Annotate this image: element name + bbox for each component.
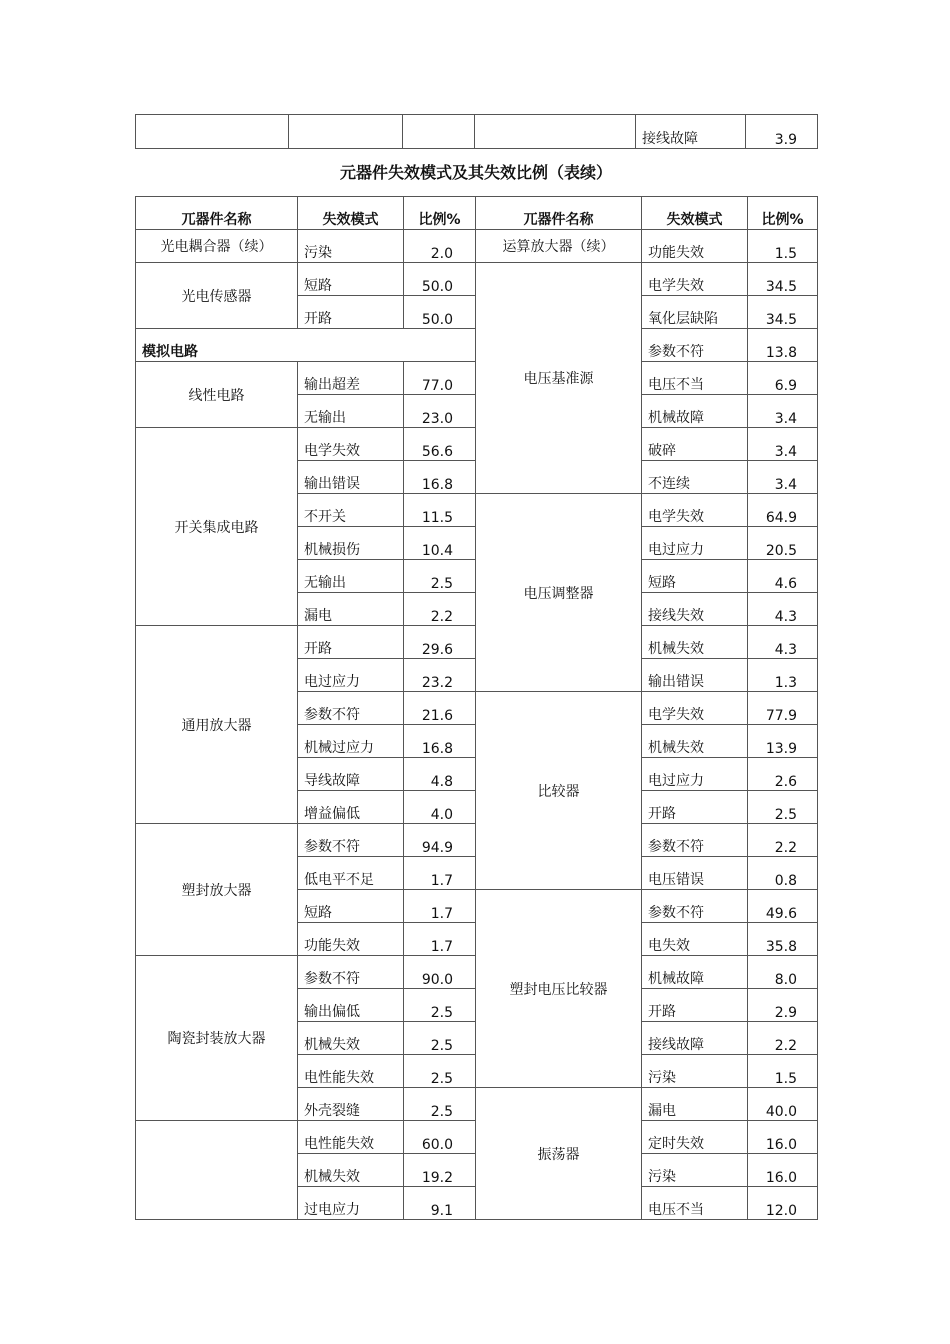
ratio-cell: 2.5 <box>404 989 476 1022</box>
table-title: 元器件失效模式及其失效比例（表续） <box>339 163 612 182</box>
ratio-cell: 3.4 <box>748 428 818 461</box>
ratio-cell: 29.6 <box>404 626 476 659</box>
ratio-cell: 34.5 <box>748 263 818 296</box>
ratio-cell: 1.7 <box>404 890 476 923</box>
failure-mode-cell: 机械失效 <box>642 725 748 758</box>
component-name-cell: 光电传感器 <box>136 263 298 329</box>
ratio-cell: 64.9 <box>748 494 818 527</box>
ratio-cell: 6.9 <box>748 362 818 395</box>
header-mode-right: 失效模式 <box>642 197 748 230</box>
ratio-cell: 1.3 <box>748 659 818 692</box>
empty-cell <box>403 115 475 149</box>
ratio-cell: 2.5 <box>404 1055 476 1088</box>
failure-mode-cell: 污染 <box>642 1055 748 1088</box>
component-name-cell: 线性电路 <box>136 362 298 428</box>
failure-mode-cell: 外壳裂缝 <box>298 1088 404 1121</box>
component-name-cell: 运算放大器（续） <box>476 230 642 263</box>
ratio-cell: 50.0 <box>404 296 476 329</box>
ratio-cell: 50.0 <box>404 263 476 296</box>
ratio-cell: 2.6 <box>748 758 818 791</box>
ratio-cell: 8.0 <box>748 956 818 989</box>
failure-mode-cell: 机械故障 <box>642 395 748 428</box>
failure-mode-cell: 漏电 <box>642 1088 748 1121</box>
failure-mode-cell: 输出错误 <box>642 659 748 692</box>
table-row <box>136 230 818 263</box>
failure-mode-cell: 接线失效 <box>642 593 748 626</box>
failure-mode-cell: 参数不符 <box>642 824 748 857</box>
component-name-cell: 陶瓷封装放大器 <box>136 956 298 1121</box>
failure-mode-cell: 定时失效 <box>642 1121 748 1154</box>
failure-mode-cell: 不开关 <box>298 494 404 527</box>
value-cell: 3.9 <box>746 115 818 149</box>
component-name-cell: 振荡器 <box>476 1088 642 1220</box>
ratio-cell: 2.0 <box>404 230 476 263</box>
failure-mode-cell: 不连续 <box>642 461 748 494</box>
failure-mode-cell: 电压不当 <box>642 362 748 395</box>
ratio-cell: 90.0 <box>404 956 476 989</box>
failure-mode-cell: 电过应力 <box>298 659 404 692</box>
ratio-cell: 2.5 <box>404 1088 476 1121</box>
failure-mode-cell: 污染 <box>298 230 404 263</box>
failure-mode-cell: 电压错误 <box>642 857 748 890</box>
ratio-cell: 77.0 <box>404 362 476 395</box>
ratio-cell: 4.3 <box>748 593 818 626</box>
section-heading: 模拟电路 <box>136 329 476 362</box>
ratio-cell: 9.1 <box>404 1187 476 1220</box>
component-name-cell: 开关集成电路 <box>136 428 298 626</box>
ratio-cell: 2.5 <box>404 560 476 593</box>
failure-mode-cell: 电学失效 <box>642 263 748 296</box>
ratio-cell: 23.0 <box>404 395 476 428</box>
ratio-cell: 60.0 <box>404 1121 476 1154</box>
failure-mode-cell: 电过应力 <box>642 758 748 791</box>
failure-mode-cell: 机械过应力 <box>298 725 404 758</box>
ratio-cell: 94.9 <box>404 824 476 857</box>
ratio-cell: 49.6 <box>748 890 818 923</box>
ratio-cell: 1.7 <box>404 923 476 956</box>
ratio-cell: 2.9 <box>748 989 818 1022</box>
failure-mode-cell: 功能失效 <box>642 230 748 263</box>
failure-mode-cell: 导线故障 <box>298 758 404 791</box>
failure-mode-cell: 开路 <box>298 296 404 329</box>
table-row <box>136 115 818 149</box>
ratio-cell: 2.2 <box>748 824 818 857</box>
failure-mode-cell: 输出超差 <box>298 362 404 395</box>
header-ratio-left: 比例% <box>404 197 476 230</box>
empty-cell <box>136 115 289 149</box>
failure-mode-cell: 机械失效 <box>298 1022 404 1055</box>
failure-mode-cell: 电失效 <box>642 923 748 956</box>
failure-mode-cell: 机械失效 <box>642 626 748 659</box>
component-name-cell: 塑封放大器 <box>136 824 298 956</box>
failure-mode-cell: 电过应力 <box>642 527 748 560</box>
ratio-cell: 12.0 <box>748 1187 818 1220</box>
component-name-cell: 电压调整器 <box>476 494 642 692</box>
ratio-cell: 2.2 <box>748 1022 818 1055</box>
ratio-cell: 3.4 <box>748 461 818 494</box>
failure-mode-cell: 机械失效 <box>298 1154 404 1187</box>
ratio-cell: 1.5 <box>748 1055 818 1088</box>
top-continuation-table <box>135 114 818 149</box>
failure-mode-cell: 开路 <box>298 626 404 659</box>
table-body <box>136 230 818 1220</box>
failure-mode-cell: 破碎 <box>642 428 748 461</box>
failure-mode-cell: 电性能失效 <box>298 1055 404 1088</box>
failure-mode-cell: 电学失效 <box>642 494 748 527</box>
component-name-cell: 比较器 <box>476 692 642 890</box>
ratio-cell: 2.5 <box>404 1022 476 1055</box>
empty-cell <box>475 115 636 149</box>
failure-mode-cell: 短路 <box>642 560 748 593</box>
ratio-cell: 16.8 <box>404 725 476 758</box>
failure-mode-cell: 无输出 <box>298 395 404 428</box>
ratio-cell: 16.0 <box>748 1121 818 1154</box>
failure-mode-cell: 无输出 <box>298 560 404 593</box>
ratio-cell: 0.8 <box>748 857 818 890</box>
failure-mode-cell: 氧化层缺陷 <box>642 296 748 329</box>
failure-mode-cell: 参数不符 <box>642 329 748 362</box>
ratio-cell: 2.5 <box>748 791 818 824</box>
ratio-cell: 4.0 <box>404 791 476 824</box>
component-name-cell: 塑封电压比较器 <box>476 890 642 1088</box>
component-name-cell <box>136 1121 298 1220</box>
ratio-cell: 40.0 <box>748 1088 818 1121</box>
component-name-cell: 电压基准源 <box>476 263 642 494</box>
ratio-cell: 10.4 <box>404 527 476 560</box>
component-name-cell: 通用放大器 <box>136 626 298 824</box>
ratio-cell: 3.4 <box>748 395 818 428</box>
failure-mode-table <box>135 196 818 1220</box>
failure-mode-cell: 电学失效 <box>642 692 748 725</box>
ratio-cell: 4.6 <box>748 560 818 593</box>
ratio-cell: 2.2 <box>404 593 476 626</box>
failure-mode-cell: 电性能失效 <box>298 1121 404 1154</box>
failure-mode-cell: 输出错误 <box>298 461 404 494</box>
failure-mode-cell: 参数不符 <box>642 890 748 923</box>
ratio-cell: 21.6 <box>404 692 476 725</box>
ratio-cell: 19.2 <box>404 1154 476 1187</box>
header-row <box>136 197 818 230</box>
ratio-cell: 1.7 <box>404 857 476 890</box>
header-ratio-right: 比例% <box>748 197 818 230</box>
ratio-cell: 56.6 <box>404 428 476 461</box>
ratio-cell: 13.8 <box>748 329 818 362</box>
failure-mode-cell: 漏电 <box>298 593 404 626</box>
failure-mode-cell: 电学失效 <box>298 428 404 461</box>
ratio-cell: 20.5 <box>748 527 818 560</box>
ratio-cell: 35.8 <box>748 923 818 956</box>
ratio-cell: 34.5 <box>748 296 818 329</box>
failure-mode-cell: 参数不符 <box>298 692 404 725</box>
failure-mode-cell: 电压不当 <box>642 1187 748 1220</box>
empty-cell <box>289 115 403 149</box>
ratio-cell: 13.9 <box>748 725 818 758</box>
header-component-left: 兀器件名称 <box>136 197 298 230</box>
failure-mode-cell: 参数不符 <box>298 956 404 989</box>
failure-mode-cell: 过电应力 <box>298 1187 404 1220</box>
failure-mode-cell: 机械损伤 <box>298 527 404 560</box>
failure-mode-cell: 低电平不足 <box>298 857 404 890</box>
ratio-cell: 4.3 <box>748 626 818 659</box>
failure-mode-cell: 开路 <box>642 791 748 824</box>
failure-mode-cell: 增益偏低 <box>298 791 404 824</box>
failure-mode-cell: 接线故障 <box>642 1022 748 1055</box>
ratio-cell: 1.5 <box>748 230 818 263</box>
ratio-cell: 16.0 <box>748 1154 818 1187</box>
mode-cell: 接线故障 <box>636 115 746 149</box>
component-name-cell: 光电耦合器（续） <box>136 230 298 263</box>
ratio-cell: 23.2 <box>404 659 476 692</box>
header-component-right: 兀器件名称 <box>476 197 642 230</box>
failure-mode-cell: 输出偏低 <box>298 989 404 1022</box>
header-mode-left: 失效模式 <box>298 197 404 230</box>
ratio-cell: 16.8 <box>404 461 476 494</box>
failure-mode-cell: 参数不符 <box>298 824 404 857</box>
ratio-cell: 4.8 <box>404 758 476 791</box>
failure-mode-cell: 机械故障 <box>642 956 748 989</box>
failure-mode-cell: 短路 <box>298 890 404 923</box>
failure-mode-cell: 污染 <box>642 1154 748 1187</box>
table-row <box>136 263 818 296</box>
failure-mode-cell: 短路 <box>298 263 404 296</box>
ratio-cell: 77.9 <box>748 692 818 725</box>
failure-mode-cell: 功能失效 <box>298 923 404 956</box>
failure-mode-cell: 开路 <box>642 989 748 1022</box>
ratio-cell: 11.5 <box>404 494 476 527</box>
